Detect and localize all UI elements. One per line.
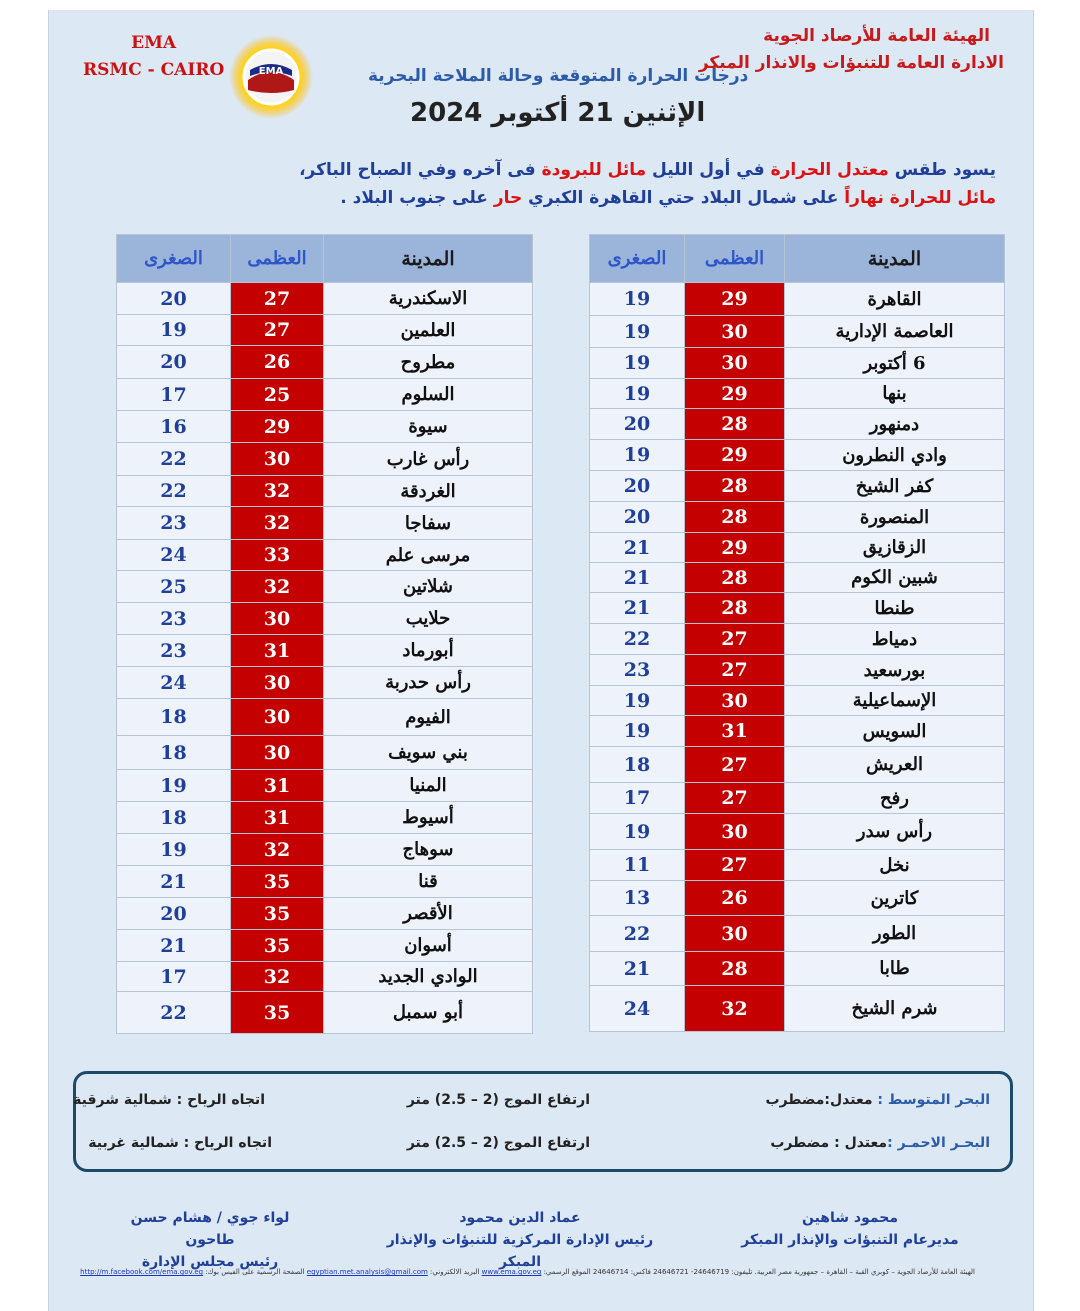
city-cell: الوادي الجديد [324,962,533,992]
city-cell: الاسكندرية [324,283,533,315]
min-temp-cell: 18 [117,736,231,770]
temperature-table-left [116,234,533,1034]
max-temp-cell: 32 [231,571,324,603]
table-row [117,770,533,802]
min-temp-cell: 22 [117,992,231,1034]
max-temp-cell: 30 [231,699,324,736]
city-cell: الأقصر [324,898,533,930]
city-cell: طنطا [785,593,1005,624]
min-temp-cell: 19 [590,348,685,379]
table-row [117,834,533,866]
table-row [117,346,533,379]
max-temp-cell: 26 [231,346,324,379]
table-row [117,443,533,476]
table-row [117,802,533,834]
city-cell: كاترين [785,881,1005,916]
city-cell: بني سويف [324,736,533,770]
signature-central-director: عماد الدين محمود رئيس الإدارة المركزية للتنبؤات والإنذار المبكر [386,1210,654,1270]
max-temp-cell: 27 [685,783,785,814]
header-city: المدينة [324,235,533,283]
med-wave-height: ارتفاع الموج (2 – 2.5) متر [406,1092,590,1108]
max-temp-cell: 31 [231,635,324,667]
min-temp-cell: 13 [590,881,685,916]
table-row [590,986,1005,1032]
table-row [117,379,533,411]
table-row [590,747,1005,783]
max-temp-cell: 33 [231,540,324,571]
red-sea-name: البحـر الاحمـر : [887,1135,990,1151]
city-cell: 6 أكتوبر [785,348,1005,379]
city-cell: طابا [785,952,1005,986]
table-row [590,533,1005,563]
city-cell: دمنهور [785,409,1005,440]
max-temp-cell: 28 [685,409,785,440]
org-name: الهيئة العامة للأرصاد الجوية [763,26,990,46]
table-row [117,898,533,930]
min-temp-cell: 19 [117,770,231,802]
city-cell: كفر الشيخ [785,471,1005,502]
email-link[interactable]: egyptian.met.analysis@gmail.com [306,1268,428,1276]
min-temp-cell: 20 [590,471,685,502]
min-temp-cell: 21 [590,533,685,563]
min-temp-cell: 17 [117,962,231,992]
city-cell: شلاتين [324,571,533,603]
city-cell: القاهرة [785,283,1005,316]
max-temp-cell: 30 [231,736,324,770]
max-temp-cell: 30 [685,348,785,379]
min-temp-cell: 24 [590,986,685,1032]
table-row [590,409,1005,440]
header-min: الصغرى [590,235,685,283]
med-sea-state: معتدل:مضطرب [765,1092,878,1108]
facebook-link[interactable]: http://m.facebook.com/ema.gov.eg [80,1268,204,1276]
min-temp-cell: 22 [117,443,231,476]
max-temp-cell: 30 [685,686,785,716]
table-row [117,866,533,898]
max-temp-cell: 29 [231,411,324,443]
max-temp-cell: 30 [685,916,785,952]
table-row [590,881,1005,916]
min-temp-cell: 23 [117,635,231,667]
city-cell: الطور [785,916,1005,952]
city-cell: رأس حدربة [324,667,533,699]
table-row [590,502,1005,533]
max-temp-cell: 35 [231,992,324,1034]
ema-logo-icon [228,34,314,120]
city-cell: حلايب [324,603,533,635]
min-temp-cell: 22 [590,916,685,952]
min-temp-cell: 18 [117,802,231,834]
min-temp-cell: 19 [590,440,685,471]
table-row [590,379,1005,409]
city-cell: شبين الكوم [785,563,1005,593]
max-temp-cell: 32 [231,476,324,507]
max-temp-cell: 29 [685,440,785,471]
min-temp-cell: 24 [117,540,231,571]
max-temp-cell: 31 [231,770,324,802]
max-temp-cell: 35 [231,898,324,930]
max-temp-cell: 32 [231,962,324,992]
city-cell: العلمين [324,315,533,346]
header-max: العظمى [231,235,324,283]
min-temp-cell: 18 [590,747,685,783]
temperature-table-right [589,234,1005,1032]
min-temp-cell: 19 [117,315,231,346]
min-temp-cell: 19 [590,716,685,747]
min-temp-cell: 25 [117,571,231,603]
max-temp-cell: 27 [685,850,785,881]
min-temp-cell: 19 [590,686,685,716]
min-temp-cell: 22 [590,624,685,655]
red-sea-state: معتدل : مضطرب [770,1135,888,1151]
table-row [590,850,1005,881]
table-row [590,686,1005,716]
min-temp-cell: 20 [117,283,231,315]
table-row [117,540,533,571]
min-temp-cell: 22 [117,476,231,507]
city-cell: سيوة [324,411,533,443]
max-temp-cell: 35 [231,866,324,898]
city-cell: أبورماد [324,635,533,667]
table-row [590,440,1005,471]
max-temp-cell: 27 [685,655,785,686]
min-temp-cell: 23 [117,507,231,540]
city-cell: وادي النطرون [785,440,1005,471]
min-temp-cell: 21 [117,866,231,898]
min-temp-cell: 19 [117,834,231,866]
table-row [117,962,533,992]
table-row [117,736,533,770]
table-row [117,571,533,603]
bulletin-date: الإثنين 21 أكتوبر 2024 [410,98,706,128]
table-row [117,315,533,346]
max-temp-cell: 28 [685,471,785,502]
min-temp-cell: 19 [590,814,685,850]
max-temp-cell: 32 [231,834,324,866]
city-cell: الفيوم [324,699,533,736]
city-cell: قنا [324,866,533,898]
min-temp-cell: 20 [117,346,231,379]
min-temp-cell: 11 [590,850,685,881]
red-wind-direction: اتجاه الرياح : شمالية غربية [88,1135,272,1151]
max-temp-cell: 30 [231,603,324,635]
table-row [590,563,1005,593]
table-row [590,316,1005,348]
max-temp-cell: 27 [231,315,324,346]
table-row [117,992,533,1034]
table-row [590,624,1005,655]
max-temp-cell: 29 [685,283,785,316]
table-row [590,655,1005,686]
table-row [117,476,533,507]
min-temp-cell: 17 [590,783,685,814]
city-cell: السويس [785,716,1005,747]
city-cell: رأس غارب [324,443,533,476]
sea-conditions-box [73,1071,1013,1172]
department-name: الادارة العامة للتنبؤات والانذار المبكر [698,53,1004,73]
max-temp-cell: 29 [685,379,785,409]
max-temp-cell: 32 [685,986,785,1032]
signature-forecast-director: محمود شاهين مديرعام التنبؤات والإنذار المبكر [741,1210,959,1248]
min-temp-cell: 19 [590,283,685,316]
table-row [590,783,1005,814]
max-temp-cell: 31 [231,802,324,834]
min-temp-cell: 18 [117,699,231,736]
city-cell: العريش [785,747,1005,783]
max-temp-cell: 28 [685,593,785,624]
max-temp-cell: 35 [231,930,324,962]
max-temp-cell: 32 [231,507,324,540]
city-cell: شرم الشيخ [785,986,1005,1032]
max-temp-cell: 27 [685,747,785,783]
min-temp-cell: 16 [117,411,231,443]
max-temp-cell: 28 [685,952,785,986]
city-cell: الغردقة [324,476,533,507]
table-row [117,507,533,540]
ema-label [83,30,224,84]
header-city: المدينة [785,235,1005,283]
city-cell: أسيوط [324,802,533,834]
ema-line-2: RSMC - CAIRO [83,60,225,80]
table-row [117,635,533,667]
bulletin-subtitle: درجات الحرارة المتوقعة وحالة الملاحة البحرية [368,66,749,86]
table-row [590,283,1005,316]
weather-description-line-1: يسود طقس معتدل الحرارة في أول الليل مائل للبرودة فى آخره وفي الصباح الباكر، [299,160,996,180]
table-row [590,916,1005,952]
city-cell: سفاجا [324,507,533,540]
city-cell: دمياط [785,624,1005,655]
max-temp-cell: 28 [685,502,785,533]
min-temp-cell: 17 [117,379,231,411]
max-temp-cell: 25 [231,379,324,411]
max-temp-cell: 26 [685,881,785,916]
city-cell: المنيا [324,770,533,802]
city-cell: رأس سدر [785,814,1005,850]
med-wind-direction: اتجاه الرياح : شمالية شرقية [73,1092,265,1108]
city-cell: بورسعيد [785,655,1005,686]
min-temp-cell: 21 [590,593,685,624]
city-cell: أسوان [324,930,533,962]
min-temp-cell: 20 [590,502,685,533]
city-cell: بنها [785,379,1005,409]
city-cell: العاصمة الإدارية [785,316,1005,348]
max-temp-cell: 27 [685,624,785,655]
city-cell: مطروح [324,346,533,379]
city-cell: الإسماعيلية [785,686,1005,716]
table-row [590,716,1005,747]
max-temp-cell: 30 [231,443,324,476]
min-temp-cell: 23 [117,603,231,635]
city-cell: السلوم [324,379,533,411]
signature-board-chairman: لواء جوي / هشام حسن طاحون رئيس مجلس الإدارة [130,1210,290,1270]
table-row [117,930,533,962]
header-max: العظمى [685,235,785,283]
svg-text:EMA: EMA [258,66,284,77]
max-temp-cell: 30 [685,814,785,850]
table-row [117,699,533,736]
table-row [590,348,1005,379]
city-cell: أبو سمبل [324,992,533,1034]
min-temp-cell: 20 [117,898,231,930]
med-sea-name: البحر المتوسط : [877,1092,990,1108]
max-temp-cell: 27 [231,283,324,315]
min-temp-cell: 21 [590,563,685,593]
city-cell: مرسى علم [324,540,533,571]
table-row [117,411,533,443]
city-cell: سوهاج [324,834,533,866]
min-temp-cell: 24 [117,667,231,699]
table-row [590,814,1005,850]
min-temp-cell: 19 [590,316,685,348]
med-sea-row [766,1092,990,1108]
red-sea-row [770,1135,990,1151]
max-temp-cell: 30 [685,316,785,348]
table-row [590,593,1005,624]
header-min: الصغرى [117,235,231,283]
min-temp-cell: 19 [590,379,685,409]
city-cell: الزقازيق [785,533,1005,563]
ema-line-1: EMA [131,33,177,53]
max-temp-cell: 30 [231,667,324,699]
table-row [590,952,1005,986]
table-row [590,471,1005,502]
table-row [117,283,533,315]
weather-description-line-2: مائل للحرارة نهاراً على شمال البلاد حتي القاهرة الكبري حار على جنوب البلاد . [340,188,996,208]
footer-contact: الهيئة العامة للأرصاد الجوية – كوبري القبة – القاهرة – جمهورية مصر العربية. تليفون: 24646719- 24646721 فاكس: 24646714 الموقع الرسمي: www.ema.gov.eg البريد الالكتروني: egyptian.met.analysis@gmail.com الصفحة الرسمية على الفيس بوك: http://m.facebook.com/ema.gov.eg [80,1268,975,1276]
website-link[interactable]: www.ema.gov.eg [481,1268,542,1276]
min-temp-cell: 21 [117,930,231,962]
max-temp-cell: 31 [685,716,785,747]
table-row [117,603,533,635]
min-temp-cell: 21 [590,952,685,986]
min-temp-cell: 20 [590,409,685,440]
min-temp-cell: 23 [590,655,685,686]
city-cell: المنصورة [785,502,1005,533]
max-temp-cell: 29 [685,533,785,563]
max-temp-cell: 28 [685,563,785,593]
city-cell: رفح [785,783,1005,814]
table-row [117,667,533,699]
city-cell: نخل [785,850,1005,881]
red-wave-height: ارتفاع الموج (2 – 2.5) متر [406,1135,590,1151]
